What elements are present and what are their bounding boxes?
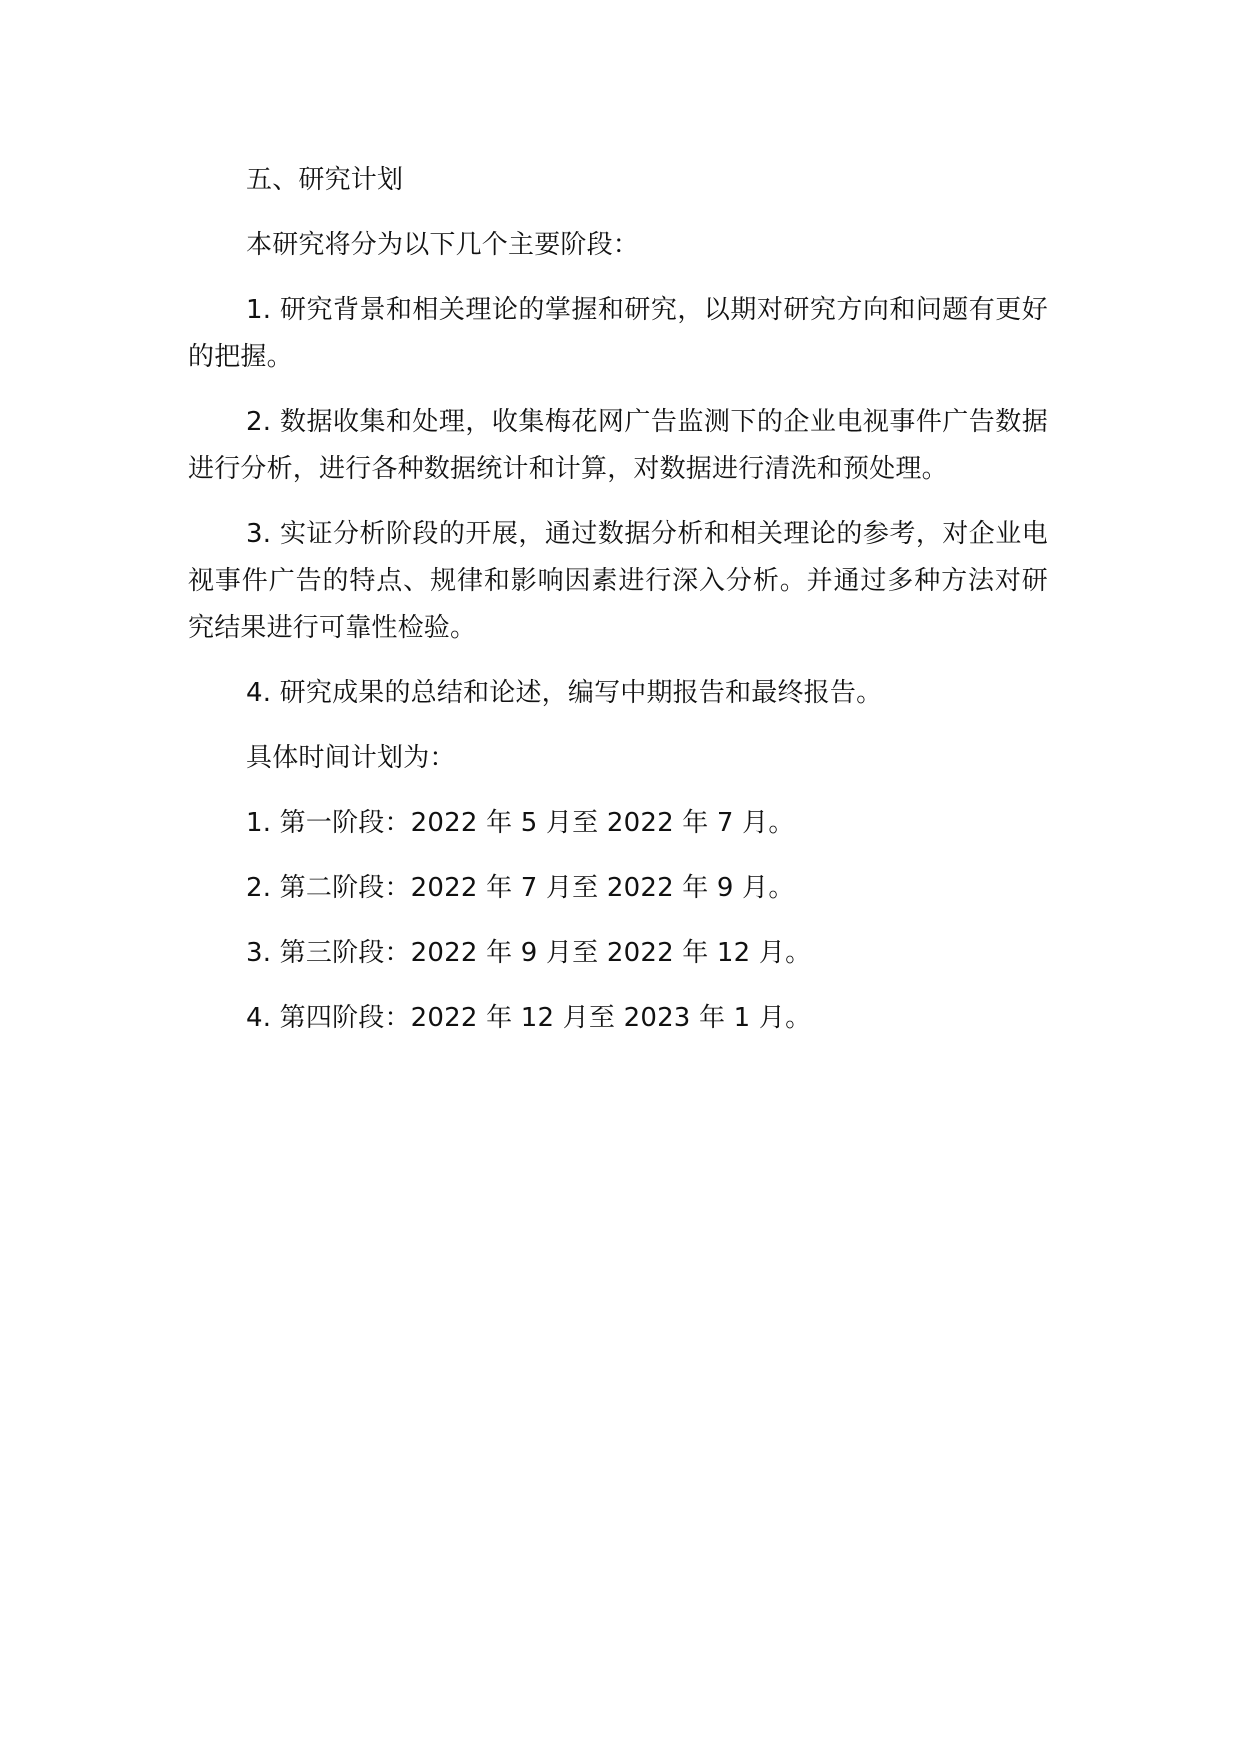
stage-paragraph-1: 1. 研究背景和相关理论的掌握和研究，以期对研究方向和问题有更好的把握。 <box>188 295 1048 372</box>
document-content <box>188 157 1048 1060</box>
schedule-title: 具体时间计划为： <box>246 743 456 773</box>
intro-paragraph: 本研究将分为以下几个主要阶段： <box>246 230 640 260</box>
stage-paragraph-3: 3. 实证分析阶段的开展，通过数据分析和相关理论的参考，对企业电视事件广告的特点、规律和影响因素进行深入分析。并通过多种方法对研究结果进行可靠性检验。 <box>188 519 1048 643</box>
schedule-item-3: 3. 第三阶段：2022 年 9 月至 2022 年 12 月。 <box>246 938 812 968</box>
stage-paragraph-4: 4. 研究成果的总结和论述，编写中期报告和最终报告。 <box>246 678 883 708</box>
section-title: 五、研究计划 <box>246 165 404 195</box>
schedule-item-4: 4. 第四阶段：2022 年 12 月至 2023 年 1 月。 <box>246 1003 812 1033</box>
schedule-item-1: 1. 第一阶段：2022 年 5 月至 2022 年 7 月。 <box>246 808 795 838</box>
schedule-item-2: 2. 第二阶段：2022 年 7 月至 2022 年 9 月。 <box>246 873 795 903</box>
stage-paragraph-2: 2. 数据收集和处理，收集梅花网广告监测下的企业电视事件广告数据进行分析，进行各种数据统计和计算，对数据进行清洗和预处理。 <box>188 407 1048 484</box>
